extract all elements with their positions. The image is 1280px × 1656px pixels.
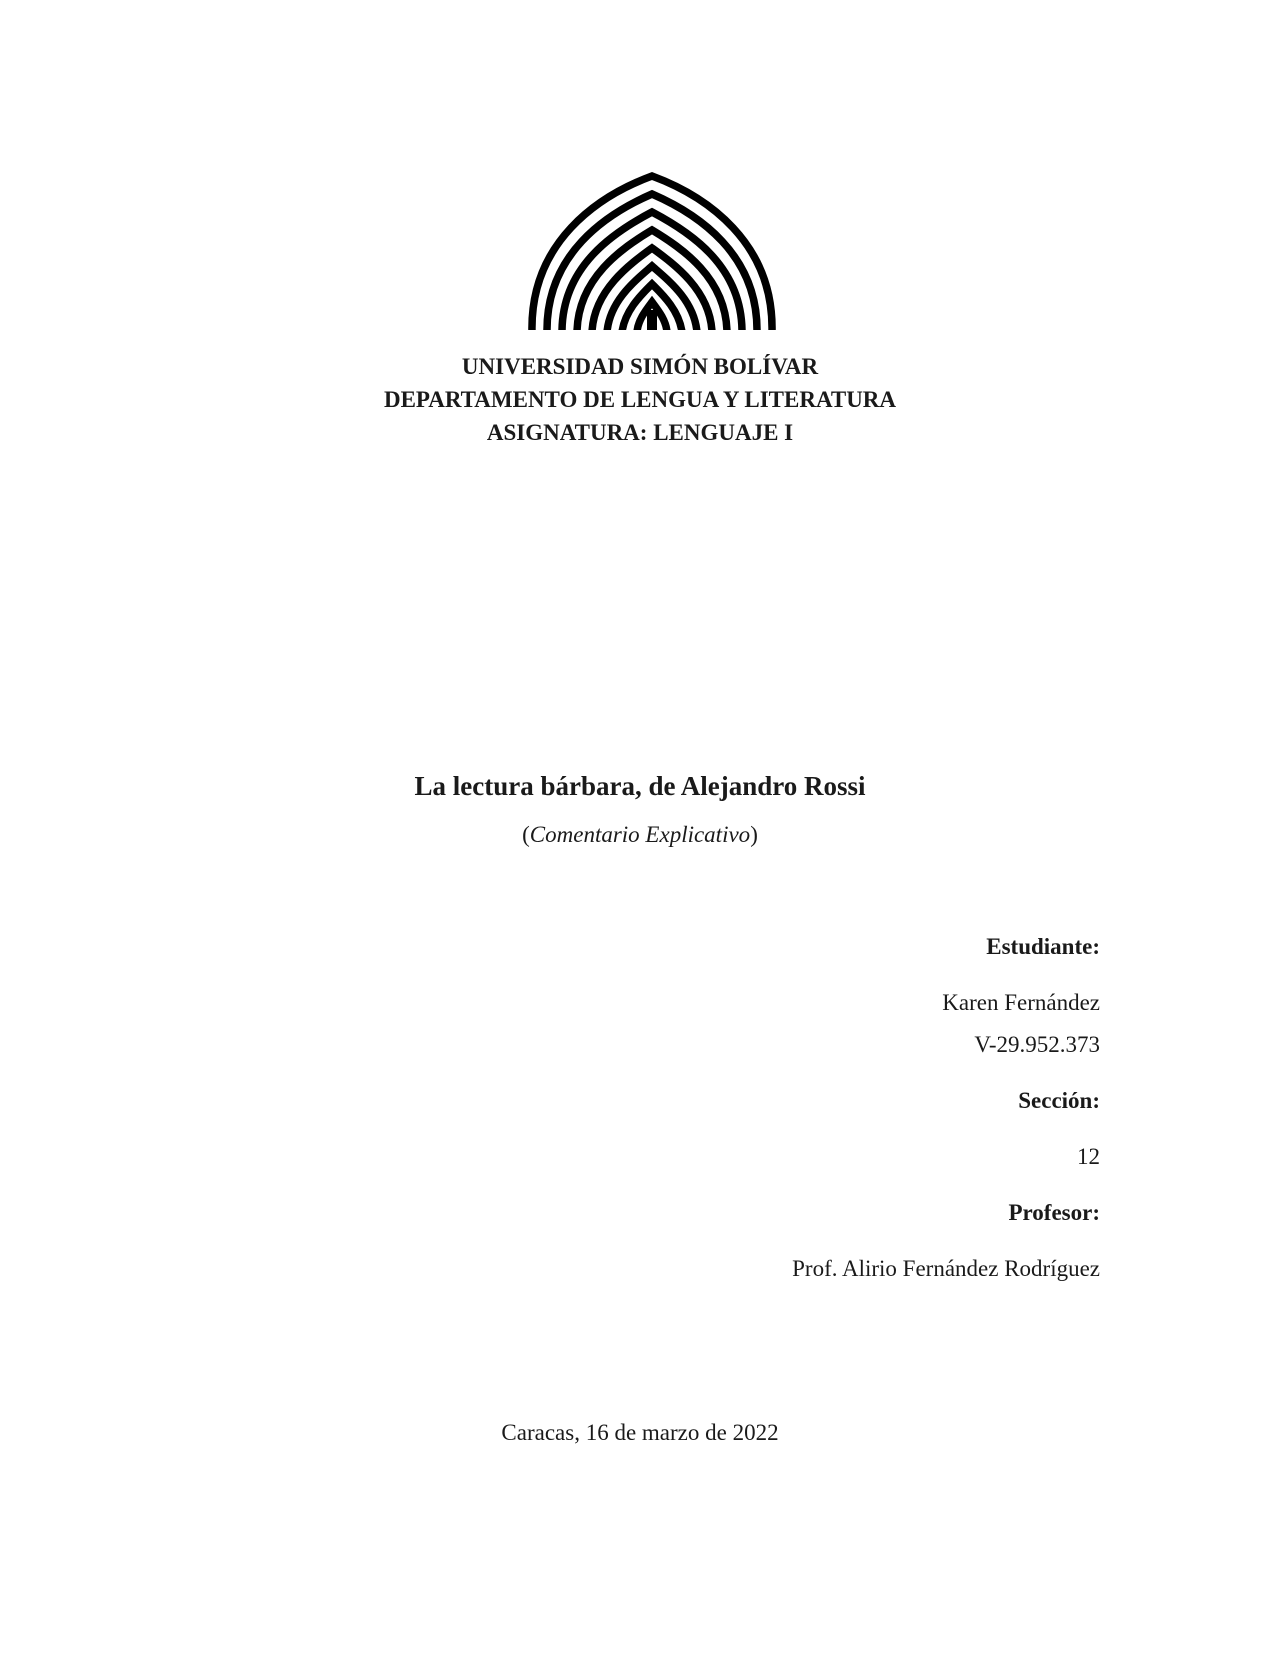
professor-label: Profesor: (1008, 1200, 1100, 1225)
section-value: 12 (1077, 1144, 1100, 1169)
subtitle-text: Comentario Explicativo (529, 822, 751, 847)
subtitle-open-paren: ( (522, 822, 530, 847)
institution-header (0, 350, 1280, 449)
student-name: Karen Fernández (942, 990, 1100, 1015)
department-name: DEPARTAMENTO DE LENGUA Y LITERATURA (383, 387, 897, 412)
course-name: ASIGNATURA: LENGUAJE I (486, 420, 794, 445)
student-id: V-29.952.373 (974, 1032, 1100, 1057)
document-title: La lectura bárbara, de Alejandro Rossi (414, 771, 866, 801)
student-label: Estudiante: (986, 934, 1100, 959)
subtitle-close-paren: ) (750, 822, 758, 847)
section-label: Sección: (1018, 1088, 1100, 1113)
usb-arches-logo-icon (528, 172, 776, 342)
university-name: UNIVERSIDAD SIMÓN BOLÍVAR (461, 354, 819, 379)
place-date: Caracas, 16 de marzo de 2022 (501, 1420, 779, 1445)
document-subtitle (0, 820, 1280, 850)
professor-name: Prof. Alirio Fernández Rodríguez (792, 1256, 1100, 1281)
